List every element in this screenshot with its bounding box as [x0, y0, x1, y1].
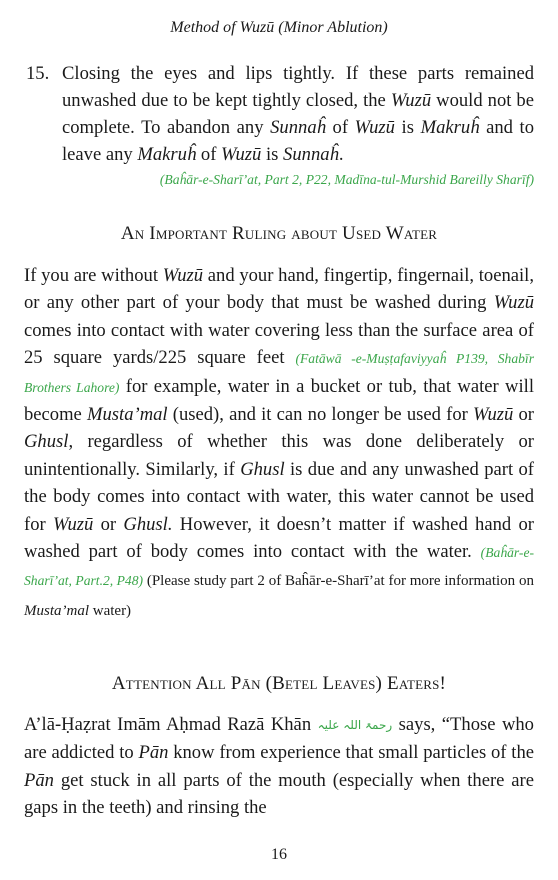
text-run: water)	[89, 602, 132, 619]
reference-citation: (Fatāwā -e-Muṣṭafaviyyaĥ P139, Shabīr Brothers Lahore)	[24, 351, 534, 395]
italic-term: Wuzū	[390, 90, 432, 111]
italic-term: Ghusl.	[123, 513, 173, 535]
text-run: and your hand, fingertip, fingernail, toenail, or any other part of your body that must be washed during	[24, 265, 534, 314]
italic-term: Musta’mal	[24, 602, 89, 619]
text-run: (Please study part 2 of Baĥār-e-Sharī’at for more information on	[143, 573, 534, 590]
running-head: Method of Wuzū (Minor Ablution)	[170, 19, 388, 36]
italic-term: Wuzū	[221, 144, 262, 165]
text-run: If you are without	[24, 265, 163, 286]
italic-term: Wuzū	[53, 513, 94, 535]
text-run: , regardless of whether this was done deliberately or unintentionally. Similarly, if	[24, 431, 534, 480]
section-heading-pan-eaters: Attention All Pān (Betel Leaves) Eaters!	[111, 673, 447, 694]
italic-term: Wuzū	[473, 404, 514, 426]
text-run: and to leave any	[62, 117, 534, 165]
italic-term: Wuzū	[493, 292, 534, 314]
page-number: 16	[271, 846, 287, 863]
italic-term: Musta’mal	[87, 404, 168, 426]
italic-term: Pān	[24, 769, 54, 791]
italic-term: Ghusl	[240, 458, 285, 480]
item-text	[62, 60, 534, 190]
text-run: However, it doesn’t matter if washed hand or washed part of body comes into contact with the water.	[24, 513, 534, 563]
text-run: is	[394, 117, 421, 138]
text-run: know from experience that small particles of the	[168, 742, 534, 764]
italic-term: Sunnaĥ	[270, 117, 326, 138]
list-item-15	[24, 60, 534, 190]
text-run: of	[325, 117, 355, 138]
paragraph-used-water	[24, 262, 534, 625]
text-run: is	[261, 144, 284, 165]
paragraph-pan-eaters	[24, 711, 534, 822]
text-run: or	[513, 404, 534, 426]
italic-term: Makruĥ	[137, 144, 197, 165]
text-run: says, “Those who are addicted to	[24, 714, 534, 764]
reference-citation: (Baĥār-e-Sharī’at, Part 2, P22, Madīna-tul-Murshid Bareilly Sharīf)	[159, 172, 534, 187]
item-number: 15.	[26, 63, 50, 84]
text-run: comes into contact with water covering less than the surface area of 25 square yards/225 square feet	[24, 319, 534, 369]
reference-citation: (Baĥār-e-Sharī’at, Part.2, P48)	[24, 545, 534, 589]
text-run: A’lā-Ḥaẓrat Imām Aḥmad Razā Khān	[24, 714, 318, 735]
text-run: of	[196, 144, 222, 165]
text-run: Closing the eyes and lips tightly. If these parts remained unwashed due to be kept tightly closed, the	[62, 63, 534, 111]
text-run: get stuck in all parts of the mouth (especially when there are gaps in the teeth) and rinsing the	[24, 769, 534, 819]
text-run: .	[338, 144, 344, 165]
italic-term: Makruĥ	[420, 117, 480, 138]
italic-term: Wuzū	[354, 117, 395, 138]
text-run: is due and any unwashed part of the body comes into contact with water, this water cannot be used for	[24, 458, 534, 535]
section-heading-used-water: An Important Ruling about Used Water	[120, 223, 438, 244]
italic-term: Sunnaĥ	[283, 144, 339, 165]
italic-term: Wuzū	[162, 265, 204, 286]
text-run: or	[93, 513, 124, 535]
text-run: (used), and it can no longer be used for	[167, 404, 474, 426]
text-run: would not be complete. To abandon any	[62, 90, 534, 138]
italic-term: Ghusl	[24, 431, 69, 453]
honorific-arabic-text: رحمۃ اللہ علیہ	[317, 718, 393, 733]
italic-term: Pān	[138, 742, 169, 764]
text-run: for example, water in a bucket or tub, that water will become	[24, 375, 534, 426]
